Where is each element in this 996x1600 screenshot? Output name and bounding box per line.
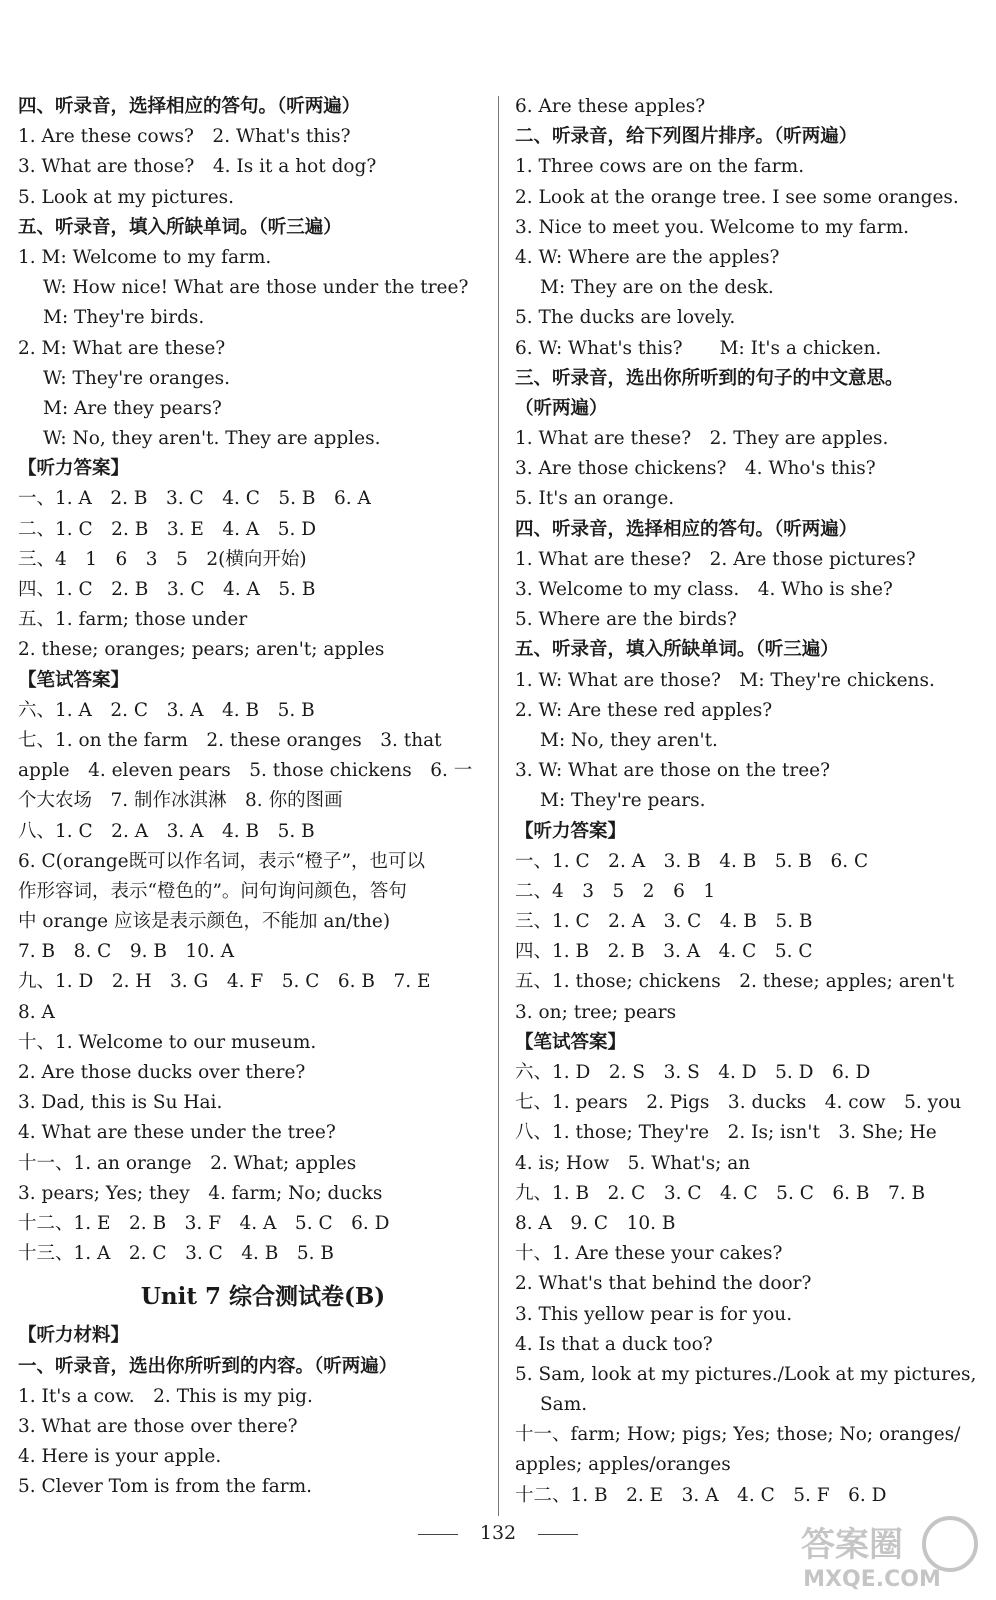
section-heading: （听两遍） bbox=[515, 397, 608, 419]
section-heading: 【听力答案】 bbox=[515, 820, 627, 842]
watermark-text: 答案圈 bbox=[801, 1525, 903, 1565]
text-line: 8. A 9. C 10. B bbox=[515, 1212, 676, 1234]
text-line: W: How nice! What are those under the tree? bbox=[43, 277, 469, 299]
text-line: 四、1. C 2. B 3. C 4. A 5. B bbox=[18, 579, 316, 600]
text-line: 1. What are these? 2. Are those pictures? bbox=[515, 548, 916, 570]
text-line: 3. Nice to meet you. Welcome to my farm. bbox=[515, 216, 910, 238]
text-line: Sam. bbox=[540, 1394, 588, 1416]
text-line: M: They're birds. bbox=[43, 307, 205, 329]
text-line: 5. It's an orange. bbox=[515, 488, 675, 510]
footer-dash-left bbox=[418, 1534, 458, 1535]
text-line: 五、1. those; chickens 2. these; apples; aren't bbox=[515, 971, 955, 993]
text-line: 八、1. those; They're 2. Is; isn't 3. She; He bbox=[515, 1122, 937, 1144]
text-line: 3. on; tree; pears bbox=[515, 1001, 677, 1023]
text-line: 3. W: What are those on the tree? bbox=[515, 760, 831, 782]
text-line: 5. Where are the birds? bbox=[515, 609, 737, 631]
section-heading: 一、听录音，选出你所听到的内容。（听两遍） bbox=[18, 1355, 398, 1377]
text-line: 5. The ducks are lovely. bbox=[515, 307, 736, 329]
section-heading: 【听力材料】 bbox=[18, 1325, 130, 1347]
text-line: 4. Here is your apple. bbox=[18, 1446, 222, 1468]
section-heading: 【笔试答案】 bbox=[515, 1031, 627, 1053]
text-line: 6. W: What's this? M: It's a chicken. bbox=[515, 337, 882, 359]
text-line: 五、1. farm; those under bbox=[18, 609, 248, 631]
text-line: 中 orange 应该是表示颜色，不能加 an/the) bbox=[18, 911, 391, 933]
text-line: 3. What are those? 4. Is it a hot dog? bbox=[18, 156, 377, 178]
text-line: 3. Dad, this is Su Hai. bbox=[18, 1092, 223, 1114]
text-line: apples; apples/oranges bbox=[515, 1454, 731, 1476]
text-line: 十二、1. B 2. E 3. A 4. C 5. F 6. D bbox=[515, 1484, 887, 1506]
section-heading: 【听力答案】 bbox=[18, 458, 130, 480]
section-heading: 二、听录音，给下列图片排序。（听两遍） bbox=[515, 126, 858, 148]
text-line: 3. Are those chickens? 4. Who's this? bbox=[515, 458, 876, 480]
text-line: 4. is; How 5. What's; an bbox=[515, 1152, 751, 1174]
text-line: 十、1. Welcome to our museum. bbox=[18, 1031, 317, 1053]
text-line: 6. Are these apples? bbox=[515, 96, 706, 117]
text-line: 2. Are those ducks over there? bbox=[18, 1062, 306, 1083]
text-line: 七、1. pears 2. Pigs 3. ducks 4. cow 5. you bbox=[515, 1092, 962, 1114]
text-line: 3. This yellow pear is for you. bbox=[515, 1303, 793, 1325]
section-heading: 【笔试答案】 bbox=[18, 669, 130, 691]
text-line: 8. A bbox=[18, 1001, 55, 1023]
text-line: 作形容词，表示“橙色的”。问句询问颜色，答句 bbox=[18, 880, 407, 902]
text-line: 2. these; oranges; pears; aren't; apples bbox=[18, 639, 385, 661]
text-line: 十二、1. E 2. B 3. F 4. A 5. C 6. D bbox=[18, 1212, 390, 1234]
text-line: 九、1. D 2. H 3. G 4. F 5. C 6. B 7. E bbox=[18, 971, 431, 993]
text-line: 个大农场 7. 制作冰淇淋 8. 你的图画 bbox=[18, 790, 343, 812]
text-line: 四、1. B 2. B 3. A 4. C 5. C bbox=[515, 941, 813, 963]
text-line: M: Are they pears? bbox=[43, 397, 222, 419]
text-line: 六、1. A 2. C 3. A 4. B 5. B bbox=[18, 699, 315, 721]
text-line: 4. W: Where are the apples? bbox=[515, 246, 780, 268]
text-line: 3. Welcome to my class. 4. Who is she? bbox=[515, 579, 893, 600]
text-line: 2. W: Are these red apples? bbox=[515, 699, 773, 721]
text-line: M: They're pears. bbox=[540, 790, 706, 812]
text-line: 1. Are these cows? 2. What's this? bbox=[18, 126, 351, 148]
text-line: 七、1. on the farm 2. these oranges 3. that bbox=[18, 729, 442, 751]
text-line: 九、1. B 2. C 3. C 4. C 5. C 6. B 7. B bbox=[515, 1182, 926, 1204]
text-line: M: They are on the desk. bbox=[540, 277, 774, 299]
section-heading: 三、听录音，选出你所听到的句子的中文意思。 bbox=[515, 367, 904, 389]
text-line: 6. C(orange既可以作名词，表示“橙子”，也可以 bbox=[18, 850, 426, 872]
footer-dash-right bbox=[538, 1534, 578, 1535]
text-line: 4. What are these under the tree? bbox=[18, 1122, 336, 1144]
text-line: 1. M: Welcome to my farm. bbox=[18, 246, 272, 268]
text-line: 二、4 3 5 2 6 1 bbox=[515, 880, 716, 902]
text-line: apple 4. eleven pears 5. those chickens 6. 一 bbox=[18, 760, 473, 782]
text-line: 三、4 1 6 3 5 2(横向开始) bbox=[18, 548, 307, 570]
section-heading: 四、听录音，选择相应的答句。（听两遍） bbox=[515, 518, 858, 540]
text-line: 二、1. C 2. B 3. E 4. A 5. D bbox=[18, 518, 317, 540]
text-line: W: They're oranges. bbox=[43, 367, 231, 389]
text-line: 3. pears; Yes; they 4. farm; No; ducks bbox=[18, 1182, 383, 1204]
section-heading: 五、听录音，填入所缺单词。（听三遍） bbox=[515, 639, 839, 661]
text-line: M: No, they aren't. bbox=[540, 729, 718, 751]
text-line: 1. It's a cow. 2. This is my pig. bbox=[18, 1385, 313, 1407]
section-heading: 五、听录音，填入所缺单词。（听三遍） bbox=[18, 216, 342, 238]
text-line: 一、1. A 2. B 3. C 4. C 5. B 6. A bbox=[18, 488, 371, 510]
text-line: 2. M: What are these? bbox=[18, 337, 226, 359]
section-title: Unit 7 综合测试卷(B) bbox=[140, 1283, 386, 1311]
text-line: 2. Look at the orange tree. I see some oranges. bbox=[515, 186, 959, 208]
text-line: W: No, they aren't. They are apples. bbox=[43, 428, 381, 450]
right-column bbox=[515, 92, 985, 1511]
text-line: 5. Look at my pictures. bbox=[18, 186, 235, 208]
text-line: 4. Is that a duck too? bbox=[515, 1333, 713, 1355]
watermark-url: MXQE.COM bbox=[803, 1567, 941, 1592]
text-line: 十一、1. an orange 2. What; apples bbox=[18, 1152, 357, 1174]
text-line: 2. What's that behind the door? bbox=[515, 1273, 812, 1295]
text-line: 7. B 8. C 9. B 10. A bbox=[18, 941, 235, 963]
text-line: 十一、farm; How; pigs; Yes; those; No; oranges/ bbox=[515, 1424, 961, 1446]
left-column bbox=[18, 92, 488, 1502]
section-heading: 四、听录音，选择相应的答句。（听两遍） bbox=[18, 96, 361, 117]
text-line: 5. Clever Tom is from the farm. bbox=[18, 1476, 313, 1498]
text-line: 六、1. D 2. S 3. S 4. D 5. D 6. D bbox=[515, 1062, 871, 1083]
watermark-logo bbox=[762, 1510, 982, 1592]
text-line: 十三、1. A 2. C 3. C 4. B 5. B bbox=[18, 1243, 335, 1265]
page-number: 132 bbox=[479, 1522, 517, 1544]
text-line: 十、1. Are these your cakes? bbox=[515, 1243, 783, 1265]
text-line: 三、1. C 2. A 3. C 4. B 5. B bbox=[515, 911, 813, 933]
text-line: 3. What are those over there? bbox=[18, 1415, 298, 1437]
column-divider bbox=[498, 96, 499, 1516]
text-line: 5. Sam, look at my pictures./Look at my pictures, bbox=[515, 1363, 977, 1385]
text-line: 1. Three cows are on the farm. bbox=[515, 156, 805, 178]
text-line: 一、1. C 2. A 3. B 4. B 5. B 6. C bbox=[515, 850, 869, 872]
text-line: 八、1. C 2. A 3. A 4. B 5. B bbox=[18, 820, 315, 842]
text-line: 1. What are these? 2. They are apples. bbox=[515, 428, 889, 450]
text-line: 1. W: What are those? M: They're chickens. bbox=[515, 669, 935, 691]
